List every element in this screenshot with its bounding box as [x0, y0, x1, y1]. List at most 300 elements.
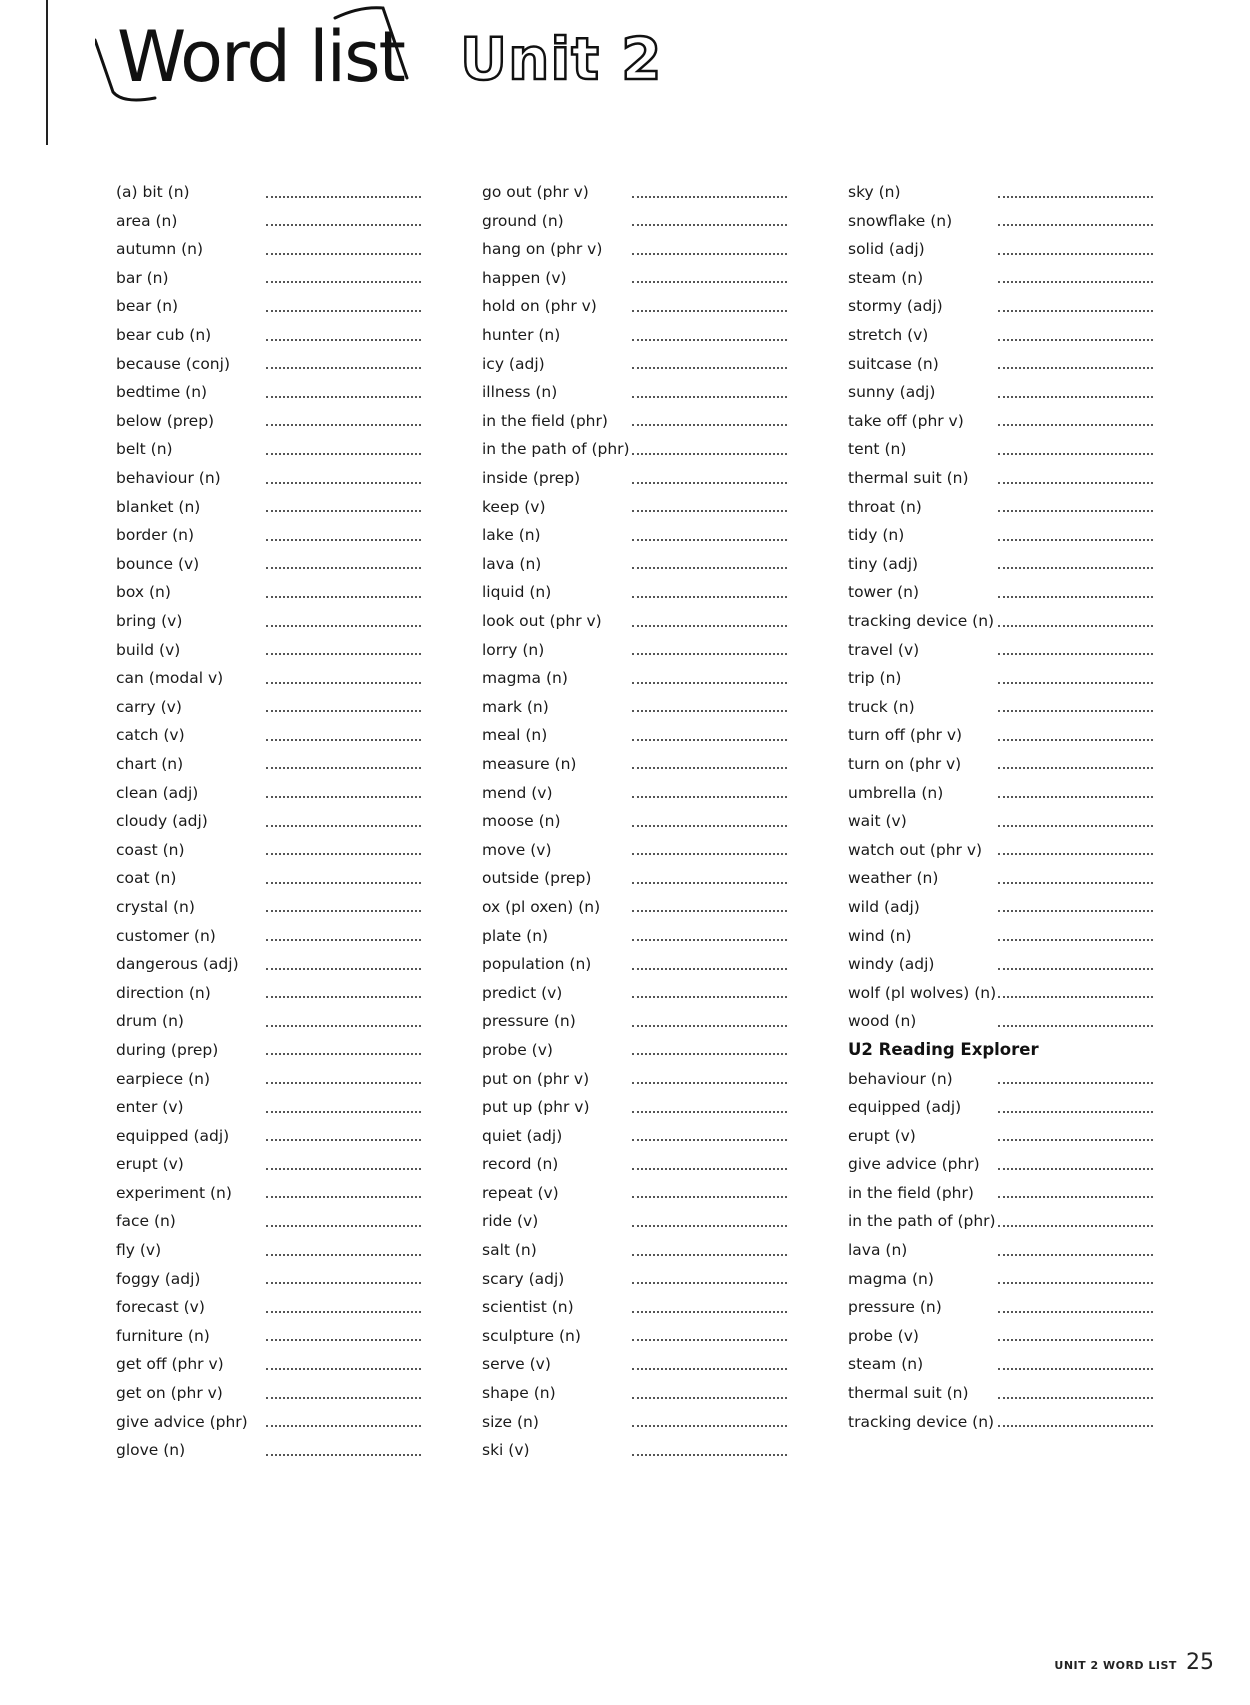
word-row — [116, 1001, 421, 1030]
word-row — [482, 1287, 787, 1316]
word-entry: stretch (v) — [848, 326, 929, 345]
word-entry: pressure (n) — [848, 1298, 942, 1317]
word-row — [848, 344, 1153, 373]
word-entry: umbrella (n) — [848, 783, 944, 802]
word-row — [482, 572, 787, 601]
answer-line[interactable] — [266, 939, 421, 941]
word-entry: bedtime (n) — [116, 383, 208, 402]
word-row — [116, 1402, 421, 1431]
word-row — [116, 1287, 421, 1316]
answer-line[interactable] — [266, 1168, 421, 1170]
word-entry: wild (adj) — [848, 897, 920, 916]
word-row — [116, 744, 421, 773]
word-entry: enter (v) — [116, 1098, 184, 1117]
word-entry: quiet (adj) — [482, 1126, 563, 1145]
word-entry: go out (phr v) — [482, 183, 589, 202]
footer-label: UNIT 2 WORD LIST — [1054, 1659, 1177, 1672]
word-entry: thermal suit (n) — [848, 469, 969, 488]
page-title: Word list — [117, 16, 404, 98]
word-entry: forecast (v) — [116, 1298, 205, 1317]
word-row — [116, 687, 421, 716]
unit-title: Unit 2 — [460, 25, 663, 93]
answer-line[interactable] — [266, 825, 421, 827]
word-entry: inside (prep) — [482, 469, 581, 488]
answer-line[interactable] — [632, 482, 787, 484]
answer-line[interactable] — [266, 1053, 421, 1055]
word-entry: suitcase (n) — [848, 354, 939, 373]
answer-line[interactable] — [266, 453, 421, 455]
word-row — [482, 630, 787, 659]
word-row — [848, 1287, 1153, 1316]
answer-line[interactable] — [632, 968, 787, 970]
answer-line[interactable] — [998, 653, 1153, 655]
answer-line[interactable] — [632, 1082, 787, 1084]
word-row — [482, 286, 787, 315]
answer-line[interactable] — [266, 1025, 421, 1027]
word-row — [482, 487, 787, 516]
word-entry: bring (v) — [116, 612, 183, 630]
reading-explorer-heading-text: U2 Reading Explorer — [848, 1039, 1039, 1059]
answer-line[interactable] — [632, 882, 787, 884]
answer-line[interactable] — [266, 196, 421, 198]
word-row — [482, 658, 787, 687]
answer-line[interactable] — [998, 882, 1153, 884]
word-row — [482, 1201, 787, 1230]
word-entry: tiny (adj) — [848, 554, 919, 573]
word-row — [848, 801, 1153, 830]
word-entry: scientist (n) — [482, 1298, 574, 1317]
answer-line[interactable] — [632, 1368, 787, 1370]
answer-line[interactable] — [266, 596, 421, 598]
word-row — [848, 830, 1153, 859]
word-entry: illness (n) — [482, 383, 558, 402]
answer-line[interactable] — [998, 1368, 1153, 1370]
answer-line[interactable] — [632, 853, 787, 855]
answer-line[interactable] — [266, 339, 421, 341]
word-column-1 — [116, 172, 421, 1459]
answer-line[interactable] — [998, 767, 1153, 769]
word-row — [482, 172, 787, 201]
answer-line[interactable] — [266, 1425, 421, 1427]
answer-line[interactable] — [632, 310, 787, 312]
word-entry: snowflake (n) — [848, 211, 953, 230]
word-entry: clean (adj) — [116, 783, 199, 802]
answer-line[interactable] — [632, 224, 787, 226]
word-row — [848, 572, 1153, 601]
answer-line[interactable] — [632, 1254, 787, 1256]
answer-line[interactable] — [632, 996, 787, 998]
word-row — [116, 858, 421, 887]
answer-line[interactable] — [266, 1082, 421, 1084]
answer-line[interactable] — [266, 796, 421, 798]
word-row — [848, 172, 1153, 201]
word-entry: wait (v) — [848, 812, 907, 831]
answer-line[interactable] — [998, 482, 1153, 484]
answer-line[interactable] — [632, 825, 787, 827]
word-row — [482, 1230, 787, 1259]
word-row — [116, 1230, 421, 1259]
word-row — [482, 1173, 787, 1202]
word-entry: probe (v) — [848, 1326, 919, 1345]
word-entry: face (n) — [116, 1212, 176, 1231]
answer-line[interactable] — [632, 1139, 787, 1141]
word-row — [848, 1373, 1153, 1402]
answer-line[interactable] — [998, 367, 1153, 369]
word-entry: erupt (v) — [848, 1126, 916, 1145]
margin-rule — [46, 0, 48, 145]
answer-line[interactable] — [632, 1339, 787, 1341]
word-row — [116, 429, 421, 458]
answer-line[interactable] — [998, 424, 1153, 426]
answer-line[interactable] — [266, 310, 421, 312]
answer-line[interactable] — [266, 510, 421, 512]
word-entry: cloudy (adj) — [116, 812, 208, 831]
word-entry: lorry (n) — [482, 640, 545, 659]
answer-line[interactable] — [998, 1254, 1153, 1256]
word-entry: (a) bit (n) — [116, 183, 190, 202]
answer-line[interactable] — [998, 1196, 1153, 1198]
answer-line[interactable] — [266, 1139, 421, 1141]
word-entry: lava (n) — [848, 1241, 908, 1260]
word-row — [848, 544, 1153, 573]
word-row — [482, 201, 787, 230]
word-row — [482, 1259, 787, 1288]
answer-line[interactable] — [266, 1282, 421, 1284]
answer-line[interactable] — [998, 939, 1153, 941]
word-entry: probe (v) — [482, 1040, 553, 1059]
word-entry: because (conj) — [116, 354, 230, 373]
answer-line[interactable] — [266, 739, 421, 741]
answer-line[interactable] — [266, 1339, 421, 1341]
answer-line[interactable] — [632, 739, 787, 741]
word-row — [482, 715, 787, 744]
word-row — [848, 1201, 1153, 1230]
word-row — [482, 1316, 787, 1345]
answer-line[interactable] — [998, 710, 1153, 712]
answer-line[interactable] — [266, 1397, 421, 1399]
word-row — [848, 458, 1153, 487]
word-row — [116, 658, 421, 687]
answer-line[interactable] — [998, 1111, 1153, 1113]
answer-line[interactable] — [266, 1368, 421, 1370]
answer-line[interactable] — [998, 910, 1153, 912]
word-entry: bear (n) — [116, 297, 179, 316]
word-entry: take off (phr v) — [848, 411, 964, 430]
word-row — [482, 1087, 787, 1116]
answer-line[interactable] — [998, 224, 1153, 226]
word-row — [848, 601, 1153, 630]
word-row — [116, 1430, 421, 1459]
word-entry: ski (v) — [482, 1441, 530, 1460]
answer-line[interactable] — [632, 939, 787, 941]
word-column-3 — [848, 172, 1153, 1430]
word-row — [848, 973, 1153, 1002]
answer-line[interactable] — [632, 910, 787, 912]
word-row — [848, 429, 1153, 458]
word-entry: below (prep) — [116, 411, 215, 430]
answer-line[interactable] — [998, 596, 1153, 598]
word-row — [848, 658, 1153, 687]
answer-line[interactable] — [632, 1225, 787, 1227]
answer-line[interactable] — [998, 1282, 1153, 1284]
answer-line[interactable] — [998, 1397, 1153, 1399]
word-entry: repeat (v) — [482, 1183, 559, 1202]
answer-line[interactable] — [266, 539, 421, 541]
word-entry: equipped (adj) — [116, 1126, 230, 1145]
answer-line[interactable] — [998, 1311, 1153, 1313]
word-row — [116, 172, 421, 201]
answer-line[interactable] — [266, 910, 421, 912]
answer-line[interactable] — [632, 1311, 787, 1313]
word-row — [482, 973, 787, 1002]
word-entry: ride (v) — [482, 1212, 539, 1231]
word-entry: equipped (adj) — [848, 1098, 962, 1117]
answer-line[interactable] — [632, 196, 787, 198]
word-entry: sky (n) — [848, 183, 901, 202]
answer-line[interactable] — [632, 567, 787, 569]
answer-line[interactable] — [266, 253, 421, 255]
answer-line[interactable] — [632, 1454, 787, 1456]
answer-line[interactable] — [632, 625, 787, 627]
answer-line[interactable] — [998, 1425, 1153, 1427]
word-row — [116, 830, 421, 859]
answer-line[interactable] — [998, 567, 1153, 569]
answer-line[interactable] — [632, 1196, 787, 1198]
answer-line[interactable] — [266, 1111, 421, 1113]
answer-line[interactable] — [266, 281, 421, 283]
word-entry: box (n) — [116, 583, 171, 602]
answer-line[interactable] — [632, 796, 787, 798]
answer-line[interactable] — [266, 996, 421, 998]
word-entry: ground (n) — [482, 211, 564, 230]
word-row — [848, 1087, 1153, 1116]
answer-line[interactable] — [266, 710, 421, 712]
answer-line[interactable] — [998, 1225, 1153, 1227]
word-entry: crystal (n) — [116, 897, 195, 916]
answer-line[interactable] — [632, 710, 787, 712]
word-entry: wind (n) — [848, 926, 912, 945]
answer-line[interactable] — [998, 1168, 1153, 1170]
word-row — [482, 687, 787, 716]
word-entry: foggy (adj) — [116, 1269, 201, 1288]
word-entry: liquid (n) — [482, 583, 552, 602]
answer-line[interactable] — [632, 1111, 787, 1113]
answer-line[interactable] — [266, 1196, 421, 1198]
word-entry: give advice (phr) — [116, 1412, 248, 1431]
word-row — [116, 201, 421, 230]
answer-line[interactable] — [998, 682, 1153, 684]
word-entry: weather (n) — [848, 869, 939, 888]
answer-line[interactable] — [632, 596, 787, 598]
answer-line[interactable] — [266, 1225, 421, 1227]
answer-line[interactable] — [998, 968, 1153, 970]
word-row — [848, 744, 1153, 773]
answer-line[interactable] — [266, 653, 421, 655]
word-entry: lake (n) — [482, 526, 541, 545]
answer-line[interactable] — [266, 424, 421, 426]
word-entry: tent (n) — [848, 440, 907, 459]
answer-line[interactable] — [632, 339, 787, 341]
answer-line[interactable] — [998, 339, 1153, 341]
answer-line[interactable] — [998, 796, 1153, 798]
answer-line[interactable] — [998, 1339, 1153, 1341]
word-row — [848, 1402, 1153, 1431]
reading-explorer-list — [848, 1058, 1153, 1430]
answer-line[interactable] — [266, 482, 421, 484]
word-entry: direction (n) — [116, 983, 211, 1002]
word-entry: coat (n) — [116, 869, 177, 888]
word-entry: tower (n) — [848, 583, 919, 602]
word-row — [116, 344, 421, 373]
word-entry: wolf (pl wolves) (n) — [848, 983, 997, 1002]
answer-line[interactable] — [632, 539, 787, 541]
answer-line[interactable] — [632, 1053, 787, 1055]
word-entry: earpiece (n) — [116, 1069, 210, 1088]
word-row — [848, 887, 1153, 916]
word-entry: look out (phr v) — [482, 612, 602, 630]
answer-line[interactable] — [266, 367, 421, 369]
answer-line[interactable] — [998, 1025, 1153, 1027]
word-entry: in the path of (phr) — [848, 1212, 996, 1231]
word-row — [482, 601, 787, 630]
word-row — [482, 315, 787, 344]
answer-line[interactable] — [632, 1425, 787, 1427]
answer-line[interactable] — [998, 1082, 1153, 1084]
answer-line[interactable] — [266, 224, 421, 226]
word-entry: travel (v) — [848, 640, 920, 659]
page-header — [95, 0, 715, 140]
answer-line[interactable] — [266, 1454, 421, 1456]
answer-line[interactable] — [632, 424, 787, 426]
word-row — [848, 401, 1153, 430]
word-entry: area (n) — [116, 211, 178, 230]
answer-line[interactable] — [266, 853, 421, 855]
answer-line[interactable] — [266, 625, 421, 627]
answer-line[interactable] — [632, 1282, 787, 1284]
word-entry: customer (n) — [116, 926, 216, 945]
word-entry: tidy (n) — [848, 526, 905, 545]
word-column-2 — [482, 172, 787, 1459]
word-entry: tracking device (n) — [848, 612, 995, 630]
word-entry: watch out (phr v) — [848, 840, 983, 859]
answer-line[interactable] — [266, 567, 421, 569]
word-row — [482, 458, 787, 487]
word-row — [848, 1001, 1153, 1030]
word-entry: magma (n) — [482, 669, 568, 688]
answer-line[interactable] — [998, 1139, 1153, 1141]
word-row — [482, 372, 787, 401]
answer-line[interactable] — [998, 396, 1153, 398]
word-entry: salt (n) — [482, 1241, 537, 1260]
word-row — [116, 572, 421, 601]
word-entry: stormy (adj) — [848, 297, 943, 316]
page-number: 25 — [1186, 1650, 1214, 1675]
answer-line[interactable] — [266, 767, 421, 769]
answer-line[interactable] — [632, 510, 787, 512]
word-entry: during (prep) — [116, 1040, 219, 1059]
answer-line[interactable] — [998, 310, 1153, 312]
word-entry: erupt (v) — [116, 1155, 184, 1174]
answer-line[interactable] — [998, 625, 1153, 627]
word-entry: size (n) — [482, 1412, 539, 1431]
word-entry: belt (n) — [116, 440, 173, 459]
word-entry: drum (n) — [116, 1012, 184, 1031]
word-row — [482, 1001, 787, 1030]
word-row — [848, 715, 1153, 744]
word-entry: give advice (phr) — [848, 1155, 980, 1174]
answer-line[interactable] — [998, 253, 1153, 255]
word-entry: bar (n) — [116, 268, 169, 287]
word-entry: truck (n) — [848, 697, 915, 716]
answer-line[interactable] — [632, 281, 787, 283]
word-entry: carry (v) — [116, 697, 182, 716]
answer-line[interactable] — [998, 825, 1153, 827]
word-row — [116, 630, 421, 659]
answer-line[interactable] — [632, 396, 787, 398]
answer-line[interactable] — [632, 1397, 787, 1399]
answer-line[interactable] — [998, 739, 1153, 741]
page-footer — [1054, 1650, 1214, 1675]
word-entry: bear cub (n) — [116, 326, 212, 345]
answer-line[interactable] — [998, 196, 1153, 198]
answer-line[interactable] — [998, 539, 1153, 541]
word-row — [482, 1344, 787, 1373]
word-entry: put on (phr v) — [482, 1069, 590, 1088]
answer-line[interactable] — [266, 396, 421, 398]
answer-line[interactable] — [998, 281, 1153, 283]
answer-line[interactable] — [632, 453, 787, 455]
word-entry: in the field (phr) — [482, 411, 608, 430]
answer-line[interactable] — [266, 682, 421, 684]
word-entry: pressure (n) — [482, 1012, 576, 1031]
word-entry: behaviour (n) — [116, 469, 221, 488]
answer-line[interactable] — [632, 253, 787, 255]
word-entry: solid (adj) — [848, 240, 925, 259]
word-row — [116, 229, 421, 258]
word-entry: furniture (n) — [116, 1326, 210, 1345]
answer-line[interactable] — [632, 653, 787, 655]
word-row — [116, 1316, 421, 1345]
word-entry: build (v) — [116, 640, 181, 659]
word-row — [482, 258, 787, 287]
answer-line[interactable] — [632, 767, 787, 769]
word-entry: lava (n) — [482, 554, 542, 573]
answer-line[interactable] — [266, 1311, 421, 1313]
word-row — [848, 315, 1153, 344]
word-row — [848, 372, 1153, 401]
word-row — [848, 944, 1153, 973]
answer-line[interactable] — [266, 1254, 421, 1256]
word-row — [848, 1316, 1153, 1345]
word-row — [848, 1144, 1153, 1173]
answer-line[interactable] — [998, 996, 1153, 998]
word-row — [482, 772, 787, 801]
word-row — [116, 487, 421, 516]
answer-line[interactable] — [632, 1025, 787, 1027]
answer-line[interactable] — [632, 1168, 787, 1170]
word-row — [116, 1259, 421, 1288]
word-entry: keep (v) — [482, 497, 546, 516]
word-entry: scary (adj) — [482, 1269, 565, 1288]
word-row — [482, 915, 787, 944]
answer-line[interactable] — [266, 968, 421, 970]
answer-line[interactable] — [998, 510, 1153, 512]
answer-line[interactable] — [998, 453, 1153, 455]
answer-line[interactable] — [632, 682, 787, 684]
answer-line[interactable] — [266, 882, 421, 884]
answer-line[interactable] — [998, 853, 1153, 855]
answer-line[interactable] — [632, 367, 787, 369]
